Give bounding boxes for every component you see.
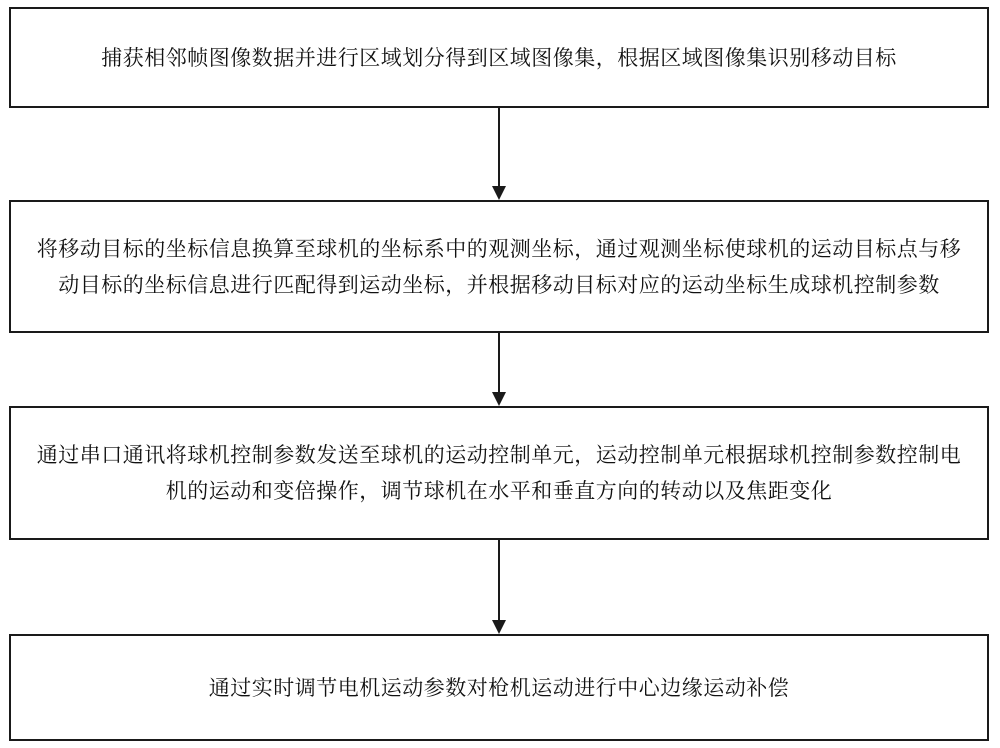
flow-step-3 (9, 406, 989, 540)
flow-step-4 (9, 634, 989, 741)
flow-step-1 (9, 7, 989, 108)
arrow-step1-to-step2 (492, 108, 506, 200)
flow-step-3-text: 通过串口通讯将球机控制参数发送至球机的运动控制单元，运动控制单元根据球机控制参数控制电机的运动和变倍操作，调节球机在水平和垂直方向的转动以及焦距变化 (36, 443, 962, 503)
arrow-step3-to-step4 (492, 540, 506, 634)
flow-step-1-text: 捕获相邻帧图像数据并进行区域划分得到区域图像集，根据区域图像集识别移动目标 (101, 45, 897, 70)
flow-step-4-text: 通过实时调节电机运动参数对枪机运动进行中心边缘运动补偿 (208, 675, 790, 700)
flow-step-2-text: 将移动目标的坐标信息换算至球机的坐标系中的观测坐标，通过观测坐标使球机的运动目标点与移动目标的坐标信息进行匹配得到运动坐标，并根据移动目标对应的运动坐标生成球机控制参数 (36, 236, 962, 297)
flow-step-2 (9, 200, 989, 333)
arrow-step2-to-step3 (492, 333, 506, 406)
